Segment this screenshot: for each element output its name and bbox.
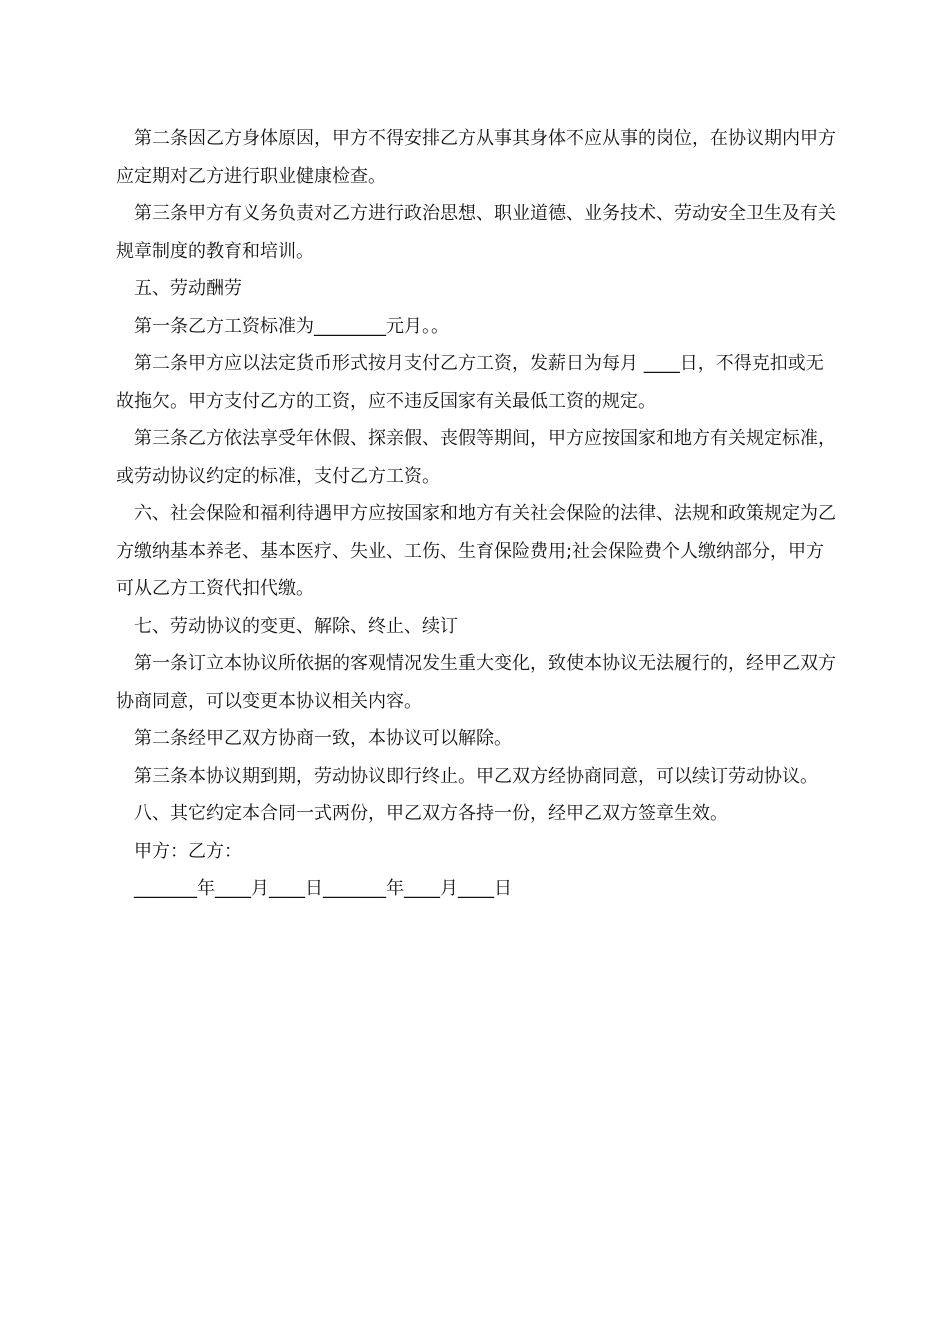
- clause-paragraph: 第二条甲方应以法定货币形式按月支付乙方工资，发薪日为每月 ____日，不得克扣或无故拖欠。甲方支付乙方的工资，应不违反国家有关最低工资的规定。: [116, 353, 824, 412]
- signature-parties: 甲方：乙方：: [134, 840, 242, 862]
- section-heading: 五、劳动酬劳: [134, 278, 242, 299]
- section-heading: 七、劳动协议的变更、解除、终止、续订: [134, 615, 458, 637]
- clause-paragraph: 第三条本协议期到期，劳动协议即行终止。甲乙双方经协商同意，可以续订劳动协议。: [134, 765, 818, 787]
- clause-paragraph: 第三条乙方依法享受年休假、探亲假、丧假等期间，甲方应按国家和地方有关规定标准，或劳动协议约定的标准，支付乙方工资。: [116, 428, 836, 487]
- section-paragraph: 八、其它约定本合同一式两份，甲乙双方各持一份，经甲乙双方签章生效。: [134, 803, 728, 824]
- clause-paragraph: 第二条因乙方身体原因，甲方不得安排乙方从事其身体不应从事的岗位，在协议期内甲方应定期对乙方进行职业健康检查。: [116, 128, 836, 187]
- clause-paragraph: 第一条乙方工资标准为________元月。。: [134, 315, 449, 337]
- section-paragraph: 六、社会保险和福利待遇甲方应按国家和地方有关社会保险的法律、法规和政策规定为乙方缴纳基本养老、基本医疗、失业、工伤、生育保险费用;社会保险费个人缴纳部分，甲方可从乙方工资代扣代缴。: [116, 503, 836, 599]
- clause-paragraph: 第三条甲方有义务负责对乙方进行政治思想、职业道德、业务技术、劳动安全卫生及有关规章制度的教育和培训。: [116, 203, 836, 262]
- clause-paragraph: 第二条经甲乙双方协商一致，本协议可以解除。: [134, 728, 512, 749]
- clause-paragraph: 第一条订立本协议所依据的客观情况发生重大变化，致使本协议无法履行的，经甲乙双方协商同意，可以变更本协议相关内容。: [116, 653, 836, 712]
- document-body: [116, 120, 836, 908]
- signature-date-line: _______年____月____日_______年____月____日: [134, 878, 512, 899]
